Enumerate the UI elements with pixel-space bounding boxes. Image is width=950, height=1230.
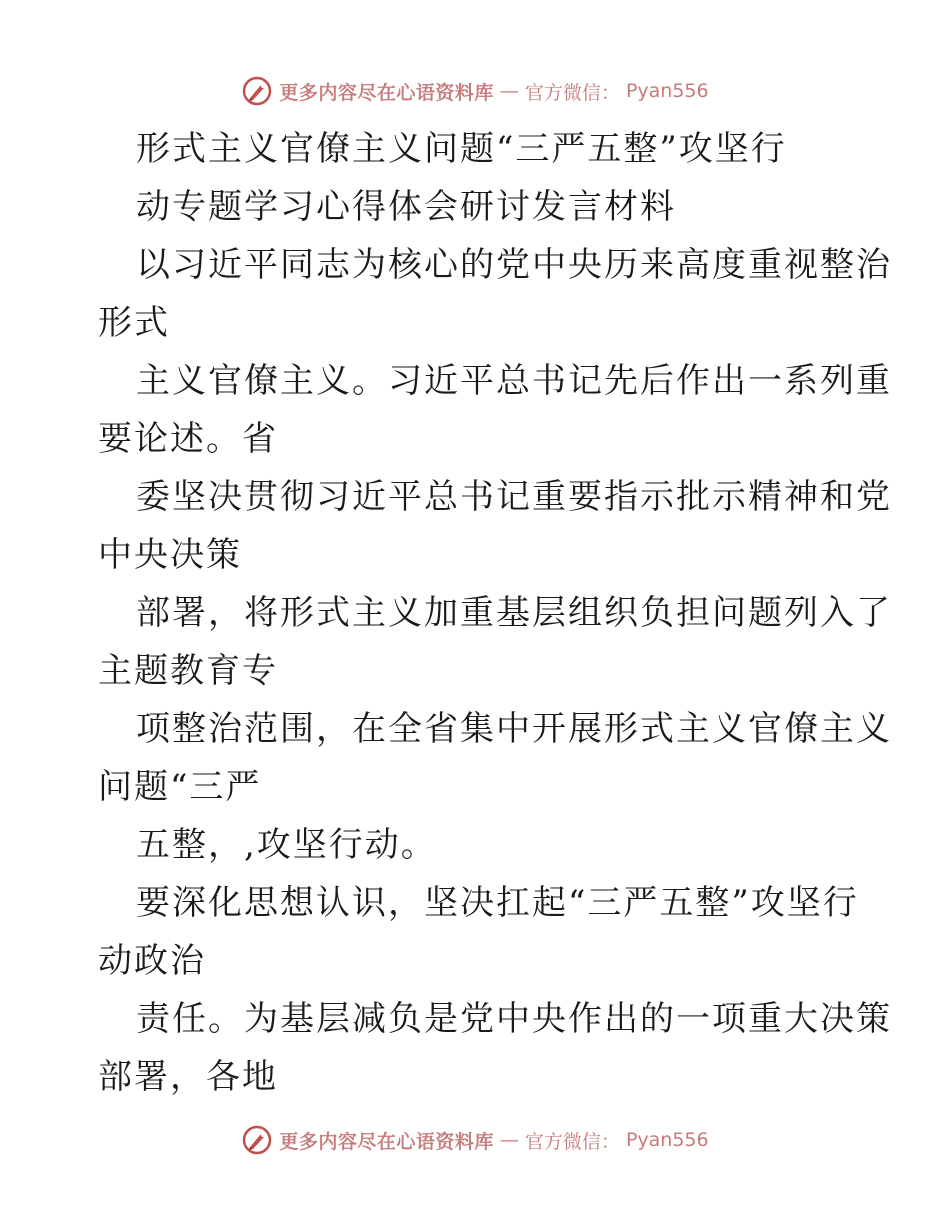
watermark-wechat-id: Pyan556 xyxy=(625,80,709,102)
document-line: 要论述。省 xyxy=(98,419,278,459)
header-watermark xyxy=(0,71,950,111)
watermark-official-label: 官方微信： xyxy=(524,81,620,104)
document-line: 主义官僚主义。习近平总书记先后作出一系列重 xyxy=(136,361,892,401)
document-line: 形式 xyxy=(98,303,170,343)
document-line: 问题“三严 xyxy=(98,767,262,807)
document-line: 委坚决贯彻习近平总书记重要指示批示精神和党 xyxy=(136,477,892,517)
document-body xyxy=(98,120,892,1106)
document-line: 主题教育专 xyxy=(98,651,278,691)
watermark-separator: — xyxy=(499,80,519,102)
document-line: 要深化思想认识，坚决扛起“三严五整”攻坚行 xyxy=(136,883,859,923)
document-line: 项整治范围，在全省集中开展形式主义官僚主义 xyxy=(136,709,892,749)
document-line: 以习近平同志为核心的党中央历来高度重视整治 xyxy=(136,245,892,285)
watermark-wechat-id: Pyan556 xyxy=(625,1129,709,1151)
watermark-separator: — xyxy=(499,1129,519,1151)
document-line: 责任。为基层减负是党中央作出的一项重大决策 xyxy=(136,999,892,1039)
document-line: 形式主义官僚主义问题“三严五整”攻坚行 xyxy=(136,129,787,169)
watermark-text: 更多内容尽在心语资料库 xyxy=(279,1130,494,1153)
document-line: 部署，各地 xyxy=(98,1057,278,1097)
pen-logo-icon xyxy=(241,1124,273,1156)
footer-watermark xyxy=(0,1120,950,1160)
watermark-official-label: 官方微信： xyxy=(524,1130,620,1153)
pen-logo-icon xyxy=(241,75,273,107)
watermark-text: 更多内容尽在心语资料库 xyxy=(279,81,494,104)
document-line: 五整，,攻坚行动。 xyxy=(136,825,437,865)
document-line: 动专题学习心得体会研讨发言材料 xyxy=(136,187,676,227)
document-line: 动政治 xyxy=(98,941,206,981)
document-line: 部署，将形式主义加重基层组织负担问题列入了 xyxy=(136,593,892,633)
document-line: 中央决策 xyxy=(98,535,242,575)
